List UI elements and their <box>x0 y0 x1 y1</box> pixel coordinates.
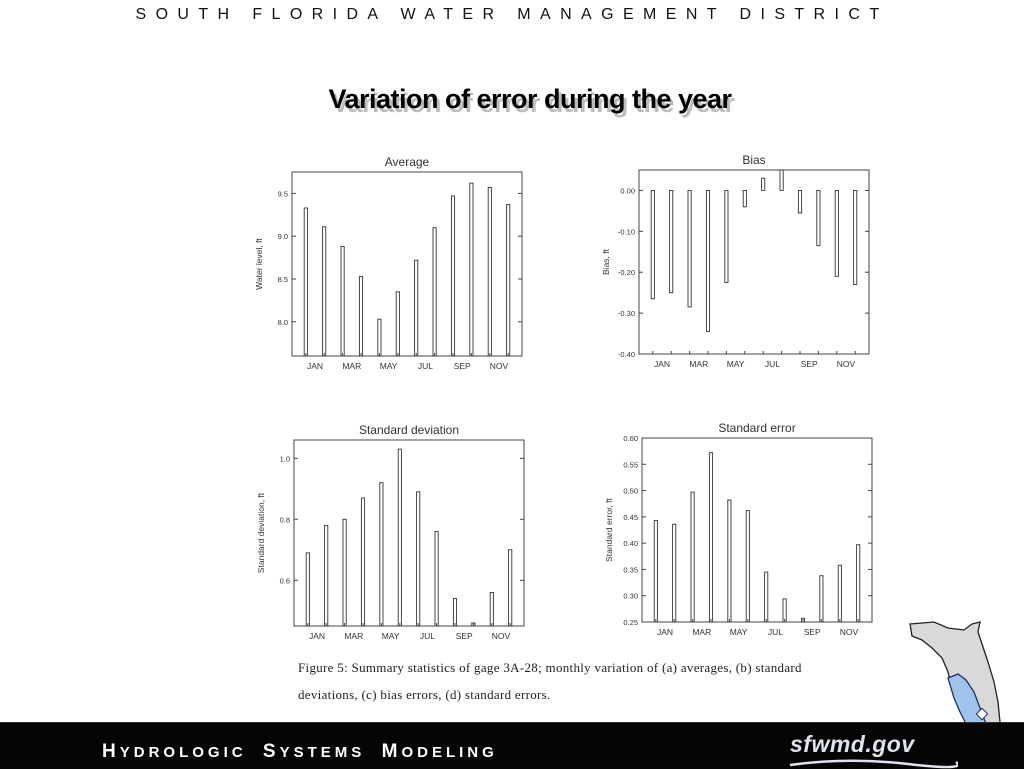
bar-apr <box>359 276 362 356</box>
bar-oct <box>817 190 820 245</box>
chart-title: Average <box>384 155 430 169</box>
bar-sep <box>798 190 801 212</box>
bar-jul <box>765 572 768 622</box>
bar-apr <box>361 498 364 626</box>
bar-jul <box>762 178 765 190</box>
x-tick-label: MAY <box>381 631 400 641</box>
chart-title: Standard error <box>718 421 796 435</box>
y-tick-label: 0.40 <box>623 539 638 549</box>
bar-oct <box>820 576 823 622</box>
bar-apr <box>706 190 709 331</box>
y-tick-label: -0.40 <box>617 350 635 359</box>
bar-apr <box>709 453 712 622</box>
plot-frame <box>294 440 524 626</box>
bar-mar <box>341 246 344 356</box>
x-tick-label: MAR <box>344 631 364 641</box>
x-tick-label: MAY <box>379 361 398 371</box>
bar-jul <box>415 260 418 356</box>
x-tick-label: MAY <box>726 359 745 369</box>
footer-title: HYDROLOGIC SYSTEMS MODELING <box>102 741 498 762</box>
y-tick-label: -0.20 <box>617 268 635 278</box>
slide-title: Variation of error during the year <box>328 84 732 114</box>
bar-aug <box>435 531 438 626</box>
bar-may <box>728 500 731 622</box>
chart-title: Standard deviation <box>358 423 460 437</box>
x-tick-label: SEP <box>803 627 821 637</box>
bar-mar <box>688 190 691 307</box>
bar-feb <box>325 525 328 626</box>
x-tick-label: SEP <box>800 359 818 369</box>
y-axis-label: Water level, ft <box>254 238 264 290</box>
caption-line-2: deviations, (c) bias errors, (d) standard errors. <box>298 687 551 702</box>
bar-nov <box>490 592 493 626</box>
bar-jan <box>304 208 307 356</box>
x-tick-label: JUL <box>417 361 433 371</box>
y-tick-label: 0.45 <box>623 512 638 522</box>
bar-feb <box>673 524 676 622</box>
bar-jun <box>398 449 401 626</box>
y-tick-label: 9.5 <box>277 189 288 199</box>
bar-oct <box>470 183 473 356</box>
y-axis-label: Standard error, ft <box>604 498 614 562</box>
x-tick-label: JAN <box>306 361 324 371</box>
x-tick-label: MAR <box>342 361 362 371</box>
bar-sep <box>453 599 456 626</box>
y-tick-label: 1.0 <box>279 454 290 464</box>
footer-bar <box>0 722 1024 769</box>
y-tick-label: 0.8 <box>279 515 290 525</box>
bar-jun <box>746 511 749 622</box>
chart-title: Bias <box>742 153 766 167</box>
bar-jan <box>654 521 657 622</box>
y-tick-label: -0.10 <box>617 227 635 237</box>
y-tick-label: 0.60 <box>623 434 638 443</box>
y-tick-label: 0.30 <box>623 591 638 601</box>
chart-standard-error <box>606 416 882 646</box>
sfwmd-logo-link[interactable]: sfwmd.gov <box>790 731 915 757</box>
plot-frame <box>292 172 522 356</box>
x-tick-label: SEP <box>453 361 471 371</box>
bar-sep <box>451 196 454 356</box>
x-tick-label: MAR <box>689 359 709 369</box>
y-axis-label: Standard deviation, ft <box>256 492 266 574</box>
y-tick-label: 0.35 <box>623 565 638 575</box>
bar-jan <box>651 190 654 298</box>
chart-average <box>256 150 532 380</box>
bar-aug <box>783 599 786 622</box>
bar-feb <box>670 190 673 292</box>
y-tick-label: -0.30 <box>617 309 635 319</box>
y-tick-label: 8.0 <box>277 317 288 327</box>
bar-mar <box>343 519 346 626</box>
x-tick-label: JUL <box>764 359 780 369</box>
x-tick-label: NOV <box>836 359 856 369</box>
bar-nov <box>838 565 841 622</box>
x-tick-label: SEP <box>455 631 473 641</box>
figure-caption <box>298 654 858 708</box>
x-tick-label: MAY <box>729 627 748 637</box>
bar-may <box>380 483 383 626</box>
y-axis-label: Bias, ft <box>601 249 611 275</box>
x-tick-label: JUL <box>419 631 435 641</box>
x-tick-label: NOV <box>839 627 859 637</box>
chart-bias <box>603 148 879 378</box>
bar-nov <box>488 187 491 356</box>
y-tick-label: 0.00 <box>620 186 635 196</box>
y-tick-label: 0.6 <box>279 576 290 586</box>
bar-jun <box>396 292 399 356</box>
x-tick-label: JUL <box>767 627 783 637</box>
bar-aug <box>433 228 436 356</box>
x-tick-label: MAR <box>692 627 712 637</box>
bar-dec <box>509 550 512 626</box>
bar-aug <box>780 170 783 190</box>
bar-dec <box>857 545 860 622</box>
bar-jun <box>743 190 746 206</box>
x-tick-label: NOV <box>489 361 509 371</box>
bar-dec <box>507 205 510 356</box>
bar-may <box>725 190 728 282</box>
bar-feb <box>323 227 326 356</box>
y-tick-label: 0.25 <box>623 618 638 627</box>
bar-jan <box>306 553 309 626</box>
y-tick-label: 0.55 <box>623 460 638 470</box>
bar-nov <box>835 190 838 276</box>
plot-frame <box>642 438 872 622</box>
caption-line-1: Figure 5: Summary statistics of gage 3A-28; monthly variation of (a) averages, (b) standard <box>298 660 802 675</box>
x-tick-label: JAN <box>656 627 674 637</box>
x-tick-label: NOV <box>491 631 511 641</box>
bar-may <box>378 319 381 356</box>
y-tick-label: 9.0 <box>277 232 288 242</box>
y-tick-label: 0.50 <box>623 486 638 496</box>
x-tick-label: JAN <box>308 631 326 641</box>
organization-header: SOUTH FLORIDA WATER MANAGEMENT DISTRICT <box>135 6 889 23</box>
bar-jul <box>417 492 420 626</box>
y-tick-label: 8.5 <box>277 274 288 284</box>
chart-standard-deviation <box>258 418 534 650</box>
x-tick-label: JAN <box>653 359 671 369</box>
bar-mar <box>691 492 694 622</box>
plot-frame <box>639 170 869 354</box>
bar-dec <box>854 190 857 284</box>
